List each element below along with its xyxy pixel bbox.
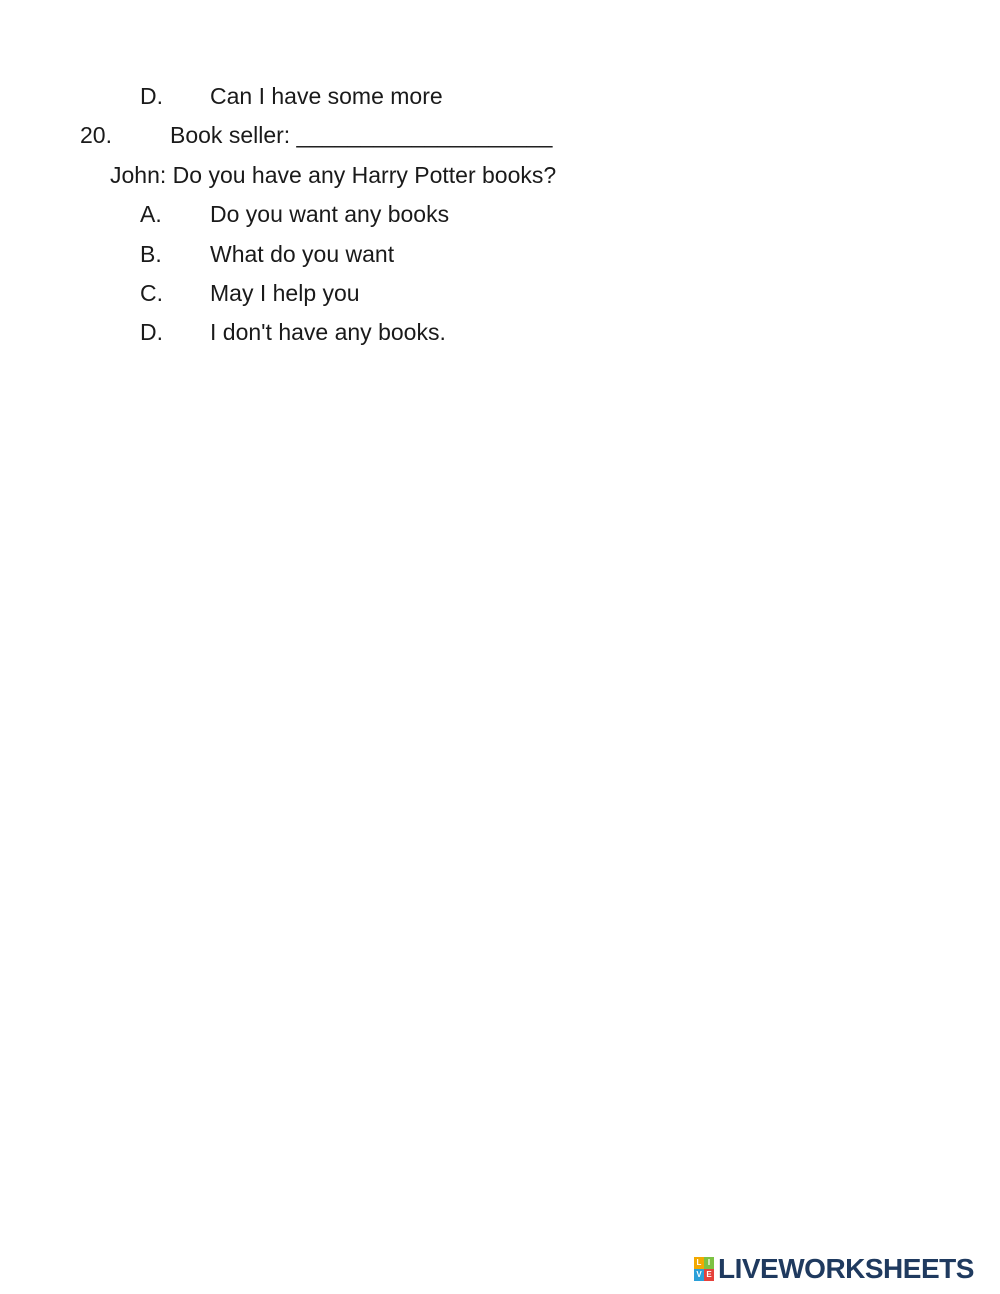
question-dialogue: John: Do you have any Harry Potter books? bbox=[110, 162, 557, 188]
question-prompt: Book seller: ____________________ bbox=[170, 122, 553, 148]
option-letter: C. bbox=[140, 280, 163, 306]
logo-letter: I bbox=[704, 1257, 714, 1269]
question-number: 20. bbox=[80, 122, 112, 148]
option-text: Do you want any books bbox=[210, 201, 450, 227]
option-text: I don't have any books. bbox=[210, 319, 446, 345]
logo-mark-icon bbox=[694, 1257, 714, 1281]
option-letter: D. bbox=[140, 319, 163, 345]
option-text: May I help you bbox=[210, 280, 360, 306]
logo-letter: E bbox=[704, 1269, 714, 1281]
option-letter: B. bbox=[140, 241, 162, 267]
logo-letter: L bbox=[694, 1257, 704, 1269]
logo-wordmark: LIVEWORKSHEETS bbox=[718, 1253, 974, 1284]
option-text: Can I have some more bbox=[210, 83, 443, 109]
option-letter: D. bbox=[140, 83, 163, 109]
option-text: What do you want bbox=[210, 241, 395, 267]
liveworksheets-logo bbox=[694, 1254, 974, 1284]
option-letter: A. bbox=[140, 201, 162, 227]
logo-letter: V bbox=[694, 1269, 704, 1281]
